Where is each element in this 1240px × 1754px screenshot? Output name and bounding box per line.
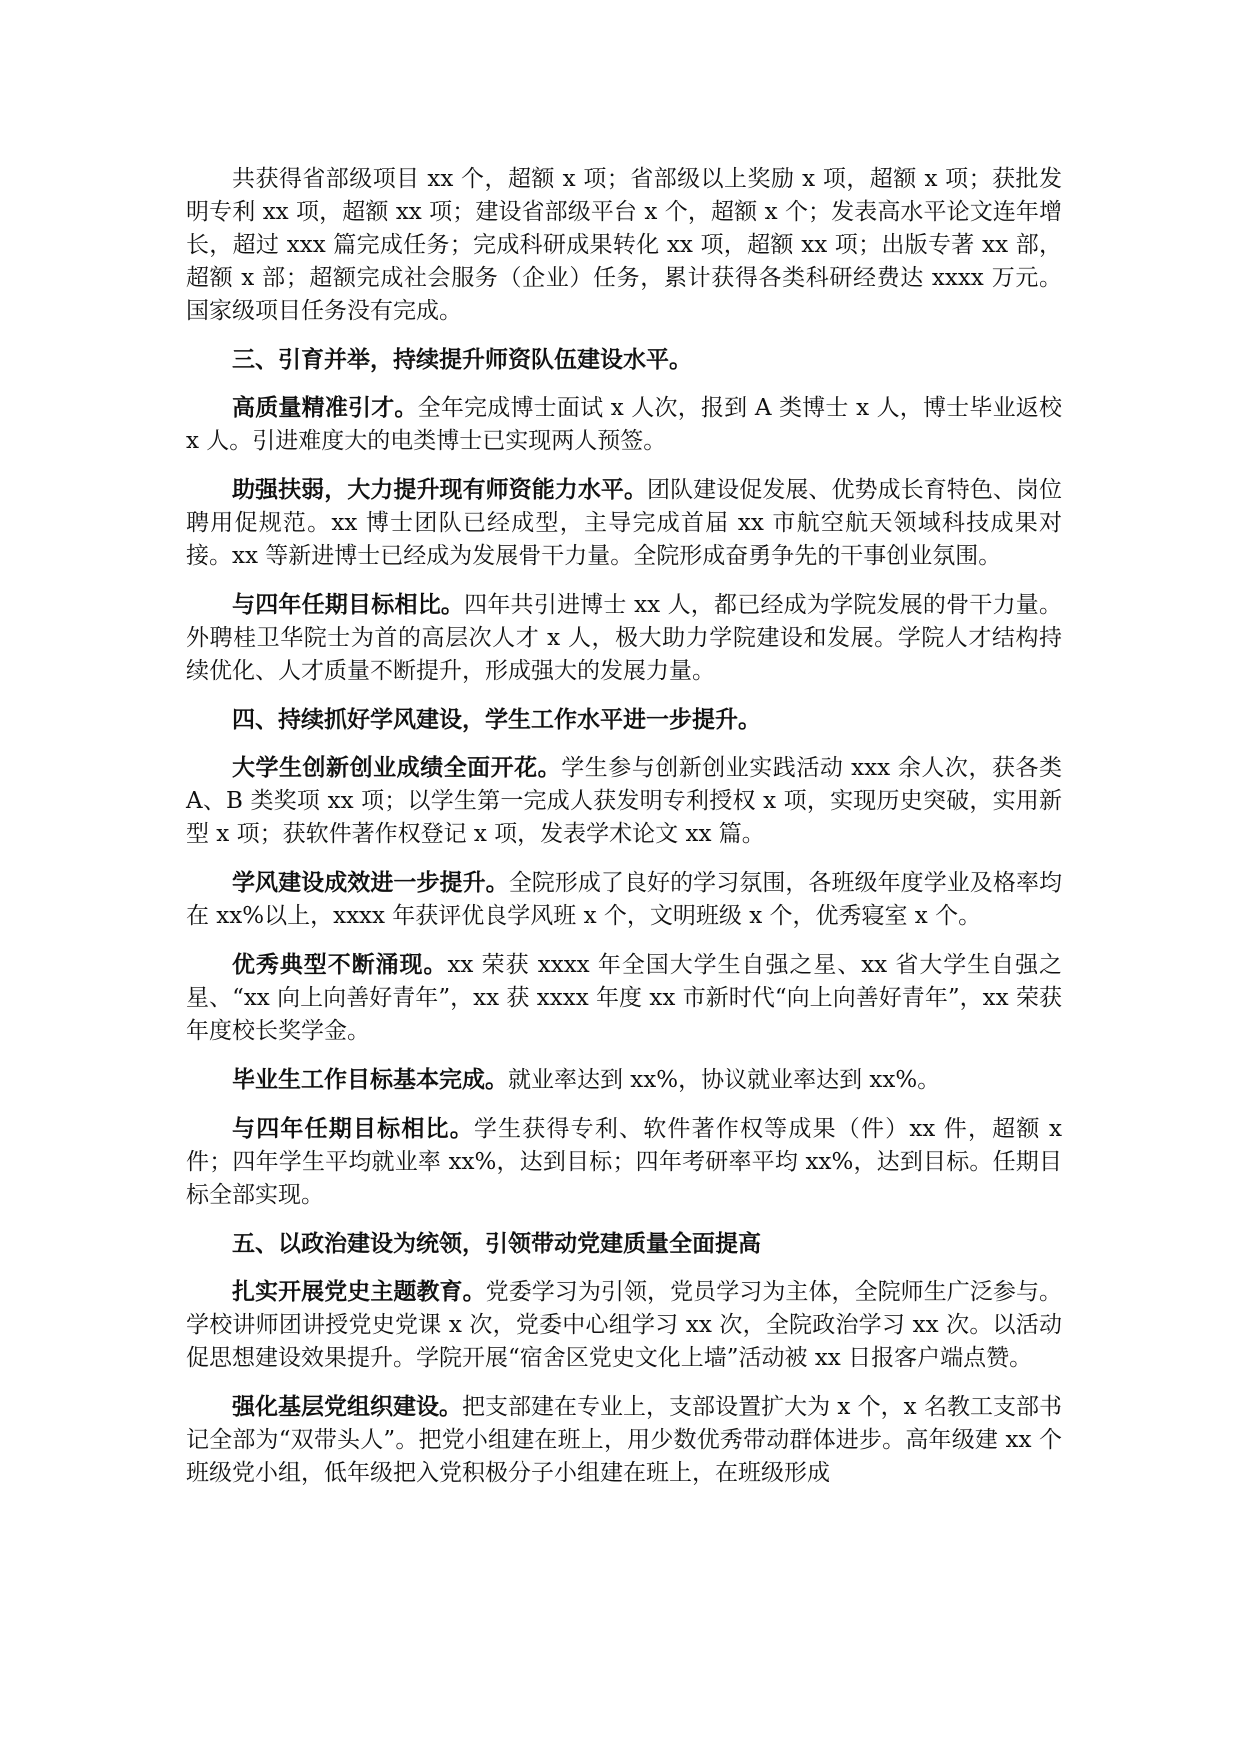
paragraph-party-history: [186, 1275, 1062, 1375]
paragraph-lead: 与四年任期目标相比。: [232, 1115, 474, 1142]
paragraph-text: 党委学习为引领，党员学习为主体，全院师生广泛参与。学校讲师团讲授党史党课 x 次，党委中心组学习 xx 次，全院政治学习 xx 次。以活动促思想建设效果提升。学院开展“宿舍区党史文化上墙”活动被 xx 日报客户端点赞。: [186, 1279, 1063, 1371]
paragraph-lead: 大学生创新创业成绩全面开花。: [232, 754, 562, 781]
paragraph-lead: 与四年任期目标相比。: [232, 591, 465, 618]
section-heading-4: 四、持续抓好学风建设，学生工作水平进一步提升。: [232, 706, 761, 733]
paragraph-lead: 毕业生工作目标基本完成。: [232, 1066, 508, 1093]
paragraph-text: xx 荣获 xxxx 年全国大学生自强之星、xx 省大学生自强之星、“xx 向上向善好青年”，xx 获 xxxx 年度 xx 市新时代“向上向善好青年”，xx 荣获年度校长奖学金。: [186, 952, 1063, 1044]
paragraph-role-models: [186, 948, 1062, 1048]
paragraph-lead: 强化基层党组织建设。: [232, 1393, 463, 1420]
paragraph-student-term-comparison: [186, 1112, 1062, 1212]
paragraph-graduates: [186, 1063, 1062, 1097]
document-body: [186, 162, 1062, 1505]
paragraph-grassroots-party: [186, 1390, 1062, 1490]
paragraph-lead: 助强扶弱，大力提升现有师资能力水平。: [232, 476, 648, 503]
paragraph-lead: 扎实开展党史主题教育。: [232, 1278, 486, 1305]
paragraph-lead: 优秀典型不断涌现。: [232, 951, 448, 978]
paragraph-research-results: [186, 162, 1062, 328]
paragraph-text: 学生参与创新创业实践活动 xxx 余人次，获各类 A、B 类奖项 xx 项；以学生第一完成人获发明专利授权 x 项，实现历史突破，实用新型 x 项；获软件著作权登记 x 项，发表学术论文 xx 篇。: [186, 755, 1062, 847]
paragraph-text: 就业率达到 xx%，协议就业率达到 xx%。: [508, 1067, 941, 1093]
paragraph-text: 四年共引进博士 xx 人，都已经成为学院发展的骨干力量。外聘桂卫华院士为首的高层次人才 x 人，极大助力学院建设和发展。学院人才结构持续优化、人才质量不断提升，形成强大的发展力量。: [186, 592, 1062, 684]
paragraph-text: 共获得省部级项目 xx 个，超额 x 项；省部级以上奖励 x 项，超额 x 项；获批发明专利 xx 项，超额 xx 项；建设省部级平台 x 个，超额 x 个；发表高水平论文连年增长，超过 xxx 篇完成任务；完成科研成果转化 xx 项，超额 xx 项；出版专著 xx 部，超额 x 部；超额完成社会服务（企业）任务，累计获得各类科研经费达 xxxx 万元。国家级项目任务没有完成。: [186, 166, 1062, 324]
paragraph-faculty-term-comparison: [186, 588, 1062, 688]
section-heading-3: 三、引育并举，持续提升师资队伍建设水平。: [232, 346, 692, 373]
paragraph-lead: 学风建设成效进一步提升。: [232, 869, 509, 896]
paragraph-lead: 高质量精准引才。: [232, 394, 418, 421]
paragraph-text: 把支部建在专业上，支部设置扩大为 x 个，x 名教工支部书记全部为“双带头人”。把党小组建在班上，用少数优秀带动群体进步。高年级建 xx 个班级党小组，低年级把入党积极分子小组建在班上，在班级形成: [186, 1394, 1062, 1486]
paragraph-innovation: [186, 751, 1062, 851]
paragraph-faculty-capacity: [186, 473, 1062, 573]
paragraph-study-style: [186, 866, 1062, 933]
section-heading-5: 五、以政治建设为统领，引领带动党建质量全面提高: [232, 1230, 761, 1257]
paragraph-text: 学生获得专利、软件著作权等成果（件）xx 件，超额 x 件；四年学生平均就业率 xx%，达到目标；四年考研率平均 xx%，达到目标。任期目标全部实现。: [186, 1116, 1062, 1208]
paragraph-text: 团队建设促发展、优势成长育特色、岗位聘用促规范。xx 博士团队已经成型，主导完成首届 xx 市航空航天领域科技成果对接。xx 等新进博士已经成为发展骨干力量。全院形成奋勇争先的干事创业氛围。: [186, 477, 1063, 569]
paragraph-text: 全年完成博士面试 x 人次，报到 A 类博士 x 人，博士毕业返校 x 人。引进难度大的电类博士已实现两人预签。: [186, 395, 1062, 454]
paragraph-talent-recruitment: [186, 391, 1062, 458]
paragraph-text: 全院形成了良好的学习氛围，各班级年度学业及格率均在 xx%以上，xxxx 年获评优良学风班 x 个，文明班级 x 个，优秀寝室 x 个。: [186, 870, 1063, 929]
